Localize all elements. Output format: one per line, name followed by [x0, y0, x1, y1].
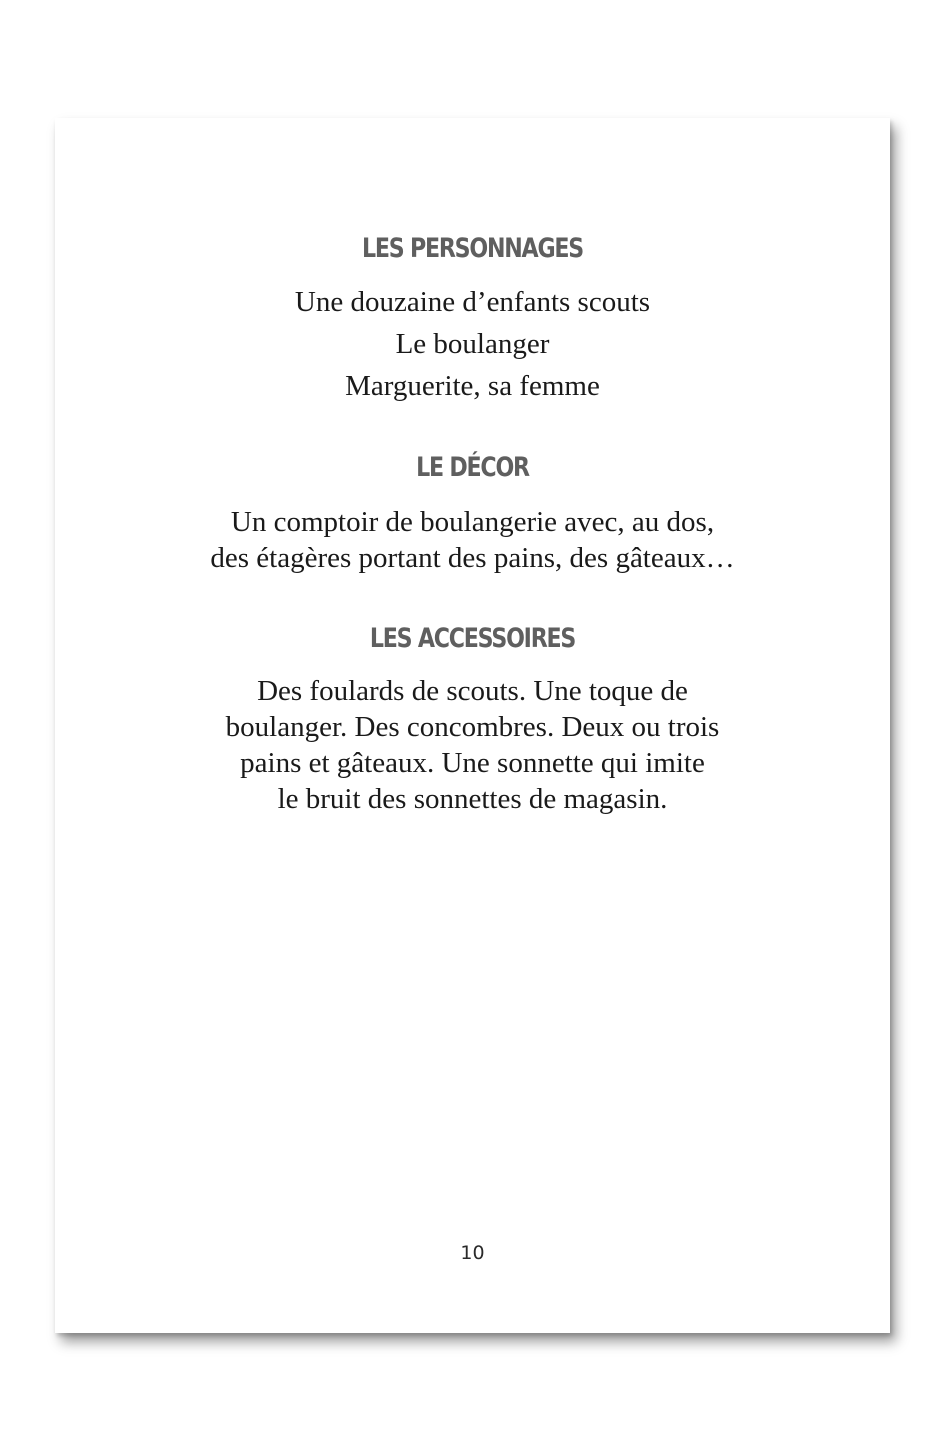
decor-line: Un comptoir de boulangerie avec, au dos, [230, 506, 715, 538]
heading-decor: LE DÉCOR [416, 452, 529, 483]
accessoire-line: Des foulards de scouts. Une toque de [257, 675, 688, 707]
accessoire-line: le bruit des sonnettes de magasin. [277, 783, 668, 815]
heading-personnages: LES PERSONNAGES [361, 233, 584, 264]
accessoire-line: boulanger. Des concombres. Deux ou trois [225, 711, 720, 743]
personnage-line: Marguerite, sa femme [345, 370, 600, 402]
personnage-line: Une douzaine d’enfants scouts [294, 286, 651, 318]
book-page [55, 118, 890, 1333]
decor-text [55, 504, 890, 576]
heading-accessoires: LES ACCESSOIRES [369, 623, 576, 654]
accessoire-line: pains et gâteaux. Une sonnette qui imite [240, 747, 705, 779]
personnage-line: Le boulanger [395, 328, 550, 360]
page-number: 10 [460, 1242, 485, 1264]
personnages-list [55, 281, 890, 407]
decor-line: des étagères portant des pains, des gâteaux… [210, 542, 735, 574]
accessoires-text [55, 673, 890, 817]
